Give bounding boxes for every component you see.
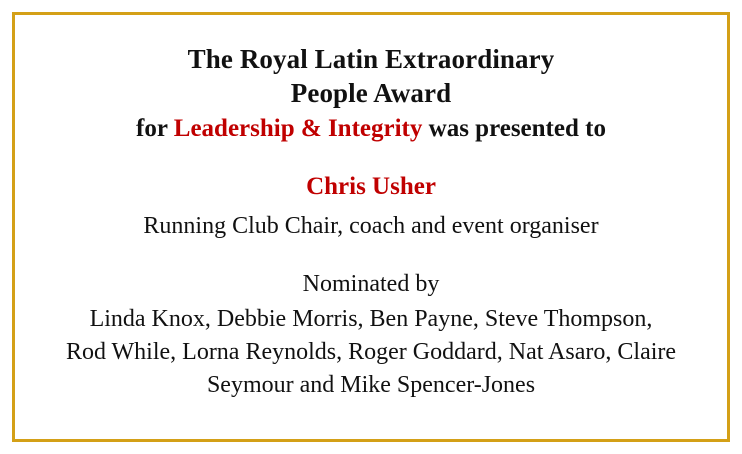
- nominator-line: Seymour and Mike Spencer-Jones: [206, 371, 536, 398]
- award-title-line-1: The Royal Latin Extraordinary: [187, 43, 555, 74]
- award-title-line-2: People Award: [290, 78, 452, 109]
- recipient-name: Chris Usher: [306, 173, 436, 201]
- nomination-block: [41, 268, 701, 402]
- recipient-role: Running Club Chair, coach and event organiser: [143, 212, 599, 239]
- nominated-by-label: Nominated by: [302, 271, 440, 298]
- award-category: Leadership & Integrity: [173, 114, 423, 142]
- recipient-block: [41, 171, 701, 242]
- nominator-list: [41, 303, 701, 402]
- presented-prefix: for: [136, 114, 174, 142]
- award-title: [41, 42, 701, 111]
- presented-suffix: was presented to: [422, 114, 606, 142]
- nominator-line: Linda Knox, Debbie Morris, Ben Payne, Steve Thompson,: [89, 305, 653, 332]
- certificate-content: [41, 42, 701, 412]
- presented-to-line: [41, 113, 701, 146]
- nominator-line: Rod While, Lorna Reynolds, Roger Goddard, Nat Asaro, Claire: [65, 338, 677, 365]
